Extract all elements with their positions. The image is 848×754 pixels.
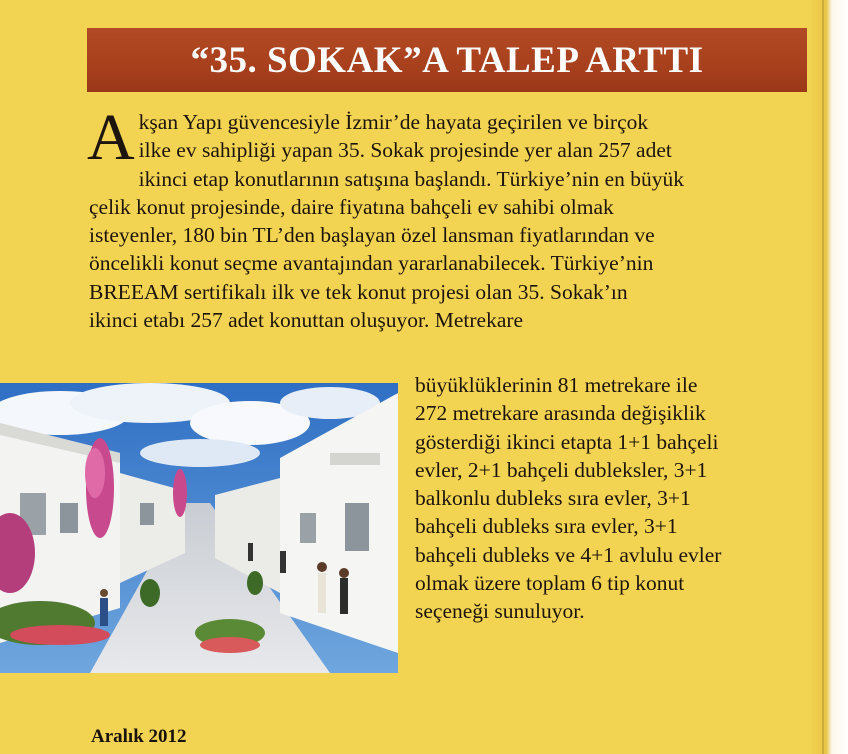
article-headline: “35. SOKAK”A TALEP ARTTI xyxy=(190,39,704,81)
page-edge xyxy=(812,0,848,754)
intro-paragraph-text: kşan Yapı güvencesiyle İzmir’de hayata geçirilen ve birçok ilke ev sahipliği yapan 35. Sokak projesinde yer alan 257 adet ikinci etap konutlarının satışına başlandı. Türkiye’nin en büyük çelik konut projesinde, daire fiyatına bahçeli ev sahibi olmak isteyenler, 180 bin TL’den başlayan özel lansman fiyatlarından ve öncelikli konut seçme avantajından yararlanabilecek. Türkiye’nin BREEAM sertifikalı ilk ve tek konut projesi olan 35. Sokak’ın ikinci etabı 257 adet konuttan oluşuyor. Metrekare xyxy=(89,110,685,333)
article-intro-paragraph xyxy=(87,101,809,334)
project-street-photo xyxy=(0,383,398,673)
drop-cap: A xyxy=(87,101,135,174)
issue-date: Aralık 2012 xyxy=(91,726,187,747)
headline-banner xyxy=(87,28,807,92)
article-continued-paragraph: büyüklüklerinin 81 metrekare ile 272 metrekare arasında değişiklik gösterdiği ikinci etapta 1+1 bahçeli evler, 2+1 bahçeli dubleksler, 3+1 balkonlu dubleks sıra evler, 3+1 bahçeli dubleks sıra evler, 3+1 bahçeli dubleks ve 4+1 avlulu evler olmak üzere toplam 6 tip konut seçeneği sunuluyor. xyxy=(415,373,722,624)
